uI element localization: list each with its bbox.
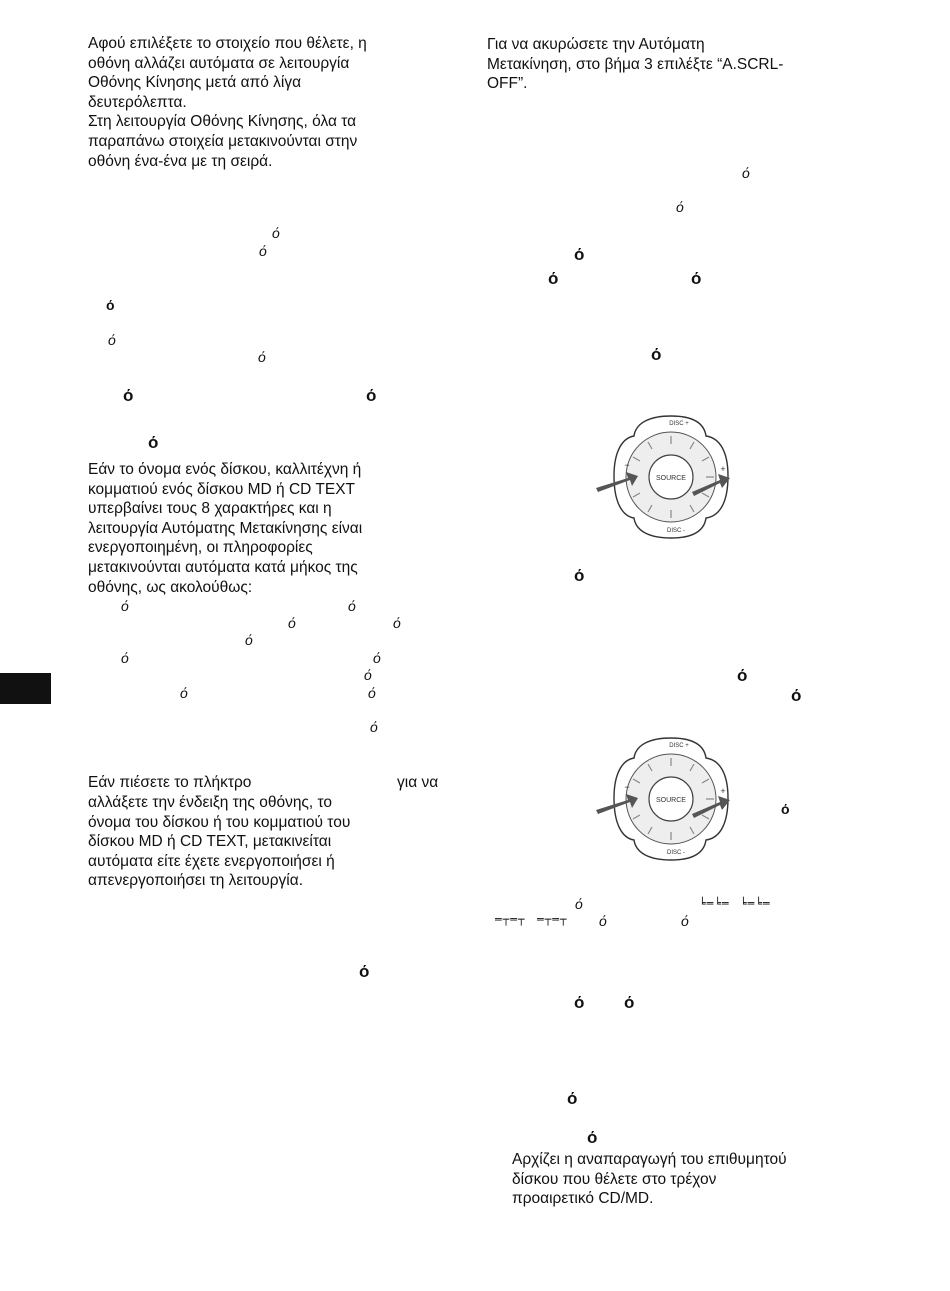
glyph-fragment: ό <box>121 598 129 614</box>
glyph-fragment: ό <box>651 345 662 364</box>
glyph-fragment: ό <box>288 615 296 631</box>
glyph-fragment: ό <box>148 433 159 452</box>
segment-display-fragment: ═┬═┬ <box>537 913 568 926</box>
segment-display-fragment: ═┬═┬ <box>495 913 526 926</box>
glyph-fragment: ό <box>108 332 116 348</box>
disc-minus-label: DISC - <box>667 528 685 534</box>
source-dial-illustration <box>596 734 746 864</box>
glyph-fragment: ό <box>791 686 802 705</box>
glyph-fragment: ό <box>676 199 684 215</box>
glyph-fragment: ό <box>272 225 280 241</box>
glyph-fragment: ό <box>366 386 377 405</box>
glyph-fragment: ό <box>737 666 748 685</box>
glyph-fragment: ό <box>575 896 583 912</box>
glyph-fragment: ό <box>691 269 702 288</box>
glyph-fragment: ό <box>587 1128 598 1147</box>
minus-label: − <box>624 460 630 470</box>
glyph-fragment: ό <box>599 913 607 929</box>
section-tab <box>0 673 51 704</box>
glyph-fragment: ό <box>393 615 401 631</box>
glyph-fragment: ό <box>681 913 689 929</box>
playback-paragraph: Αρχίζει η αναπαραγωγή του επιθυμητού δίσκου που θέλετε στο τρέχον προαιρετικό CD/MD. <box>512 1151 787 1208</box>
intro-paragraph: Αφού επιλέξετε το στοιχείο που θέλετε, η οθόνη αλλάζει αυτόματα σε λειτουργία Οθόνης Κίνησης μετά από λίγα δευτερόλεπτα. Στη λειτουργία Οθόνης Κίνησης, όλα τα παραπάνω στοιχεία μετακινούνται στην οθόνη ένα-ένα με τη σειρά. <box>88 35 367 170</box>
segment-display-fragment: ╘═╘═ <box>699 897 730 910</box>
glyph-fragment: ό <box>259 243 267 259</box>
glyph-fragment: ό <box>348 598 356 614</box>
glyph-fragment: ό <box>368 685 376 701</box>
glyph-fragment: ό <box>180 685 188 701</box>
segment-display-fragment: ╘═╘═ <box>740 897 771 910</box>
disc-plus-label: DISC + <box>669 421 689 427</box>
glyph-fragment: ό <box>370 719 378 735</box>
glyph-fragment: ό <box>106 297 115 313</box>
glyph-fragment: ό <box>245 632 253 648</box>
glyph-fragment: ό <box>258 349 266 365</box>
glyph-fragment: ό <box>781 801 790 817</box>
glyph-fragment: ό <box>574 245 585 264</box>
cancel-auto-scroll-paragraph: Για να ακυρώσετε την Αυτόματη Μετακίνηση, στο βήμα 3 επιλέξτε “A.SCRL- OFF”. <box>487 36 784 93</box>
source-label: SOURCE <box>656 475 686 482</box>
glyph-fragment: ό <box>567 1089 578 1108</box>
auto-scroll-paragraph: Εάν το όνομα ενός δίσκου, καλλιτέχνη ή κομματιού ενός δίσκου MD ή CD TEXT υπερβαίνει τους 8 χαρακτήρες και η λειτουργία Αυτόματης Μετακίνησης είναι ενεργοποιημένη, οι πληροφορίες μετακινούνται αυτόματα κατά μήκος της οθόνης, ως ακολούθως: <box>88 461 363 596</box>
glyph-fragment: ό <box>574 566 585 585</box>
plus-label: + <box>720 464 726 474</box>
glyph-fragment: ό <box>742 165 750 181</box>
source-label: SOURCE <box>656 797 686 804</box>
disc-minus-label: DISC - <box>667 850 685 856</box>
source-dial-illustration <box>596 412 746 542</box>
paragraph-start-suffix: για να <box>397 774 439 791</box>
glyph-fragment: ό <box>373 650 381 666</box>
disc-plus-label: DISC + <box>669 743 689 749</box>
glyph-fragment: ό <box>359 962 370 981</box>
glyph-fragment: ό <box>364 667 372 683</box>
glyph-fragment: ό <box>548 269 559 288</box>
minus-label: − <box>624 782 630 792</box>
plus-label: + <box>720 786 726 796</box>
glyph-fragment: ό <box>121 650 129 666</box>
paragraph-body: αλλάξετε την ένδειξη της οθόνης, το όνομα του δίσκου ή του κομματιού του δίσκου MD ή CD TEXT, μετακινείται αυτόματα είτε έχετε ενεργοποιήσει ή απενεργοποιήσει τη λειτουργία. <box>88 794 351 890</box>
glyph-fragment: ό <box>123 386 134 405</box>
glyph-fragment: ό <box>574 993 585 1012</box>
paragraph-start: Εάν πιέσετε το πλήκτρο <box>88 774 252 791</box>
glyph-fragment: ό <box>624 993 635 1012</box>
